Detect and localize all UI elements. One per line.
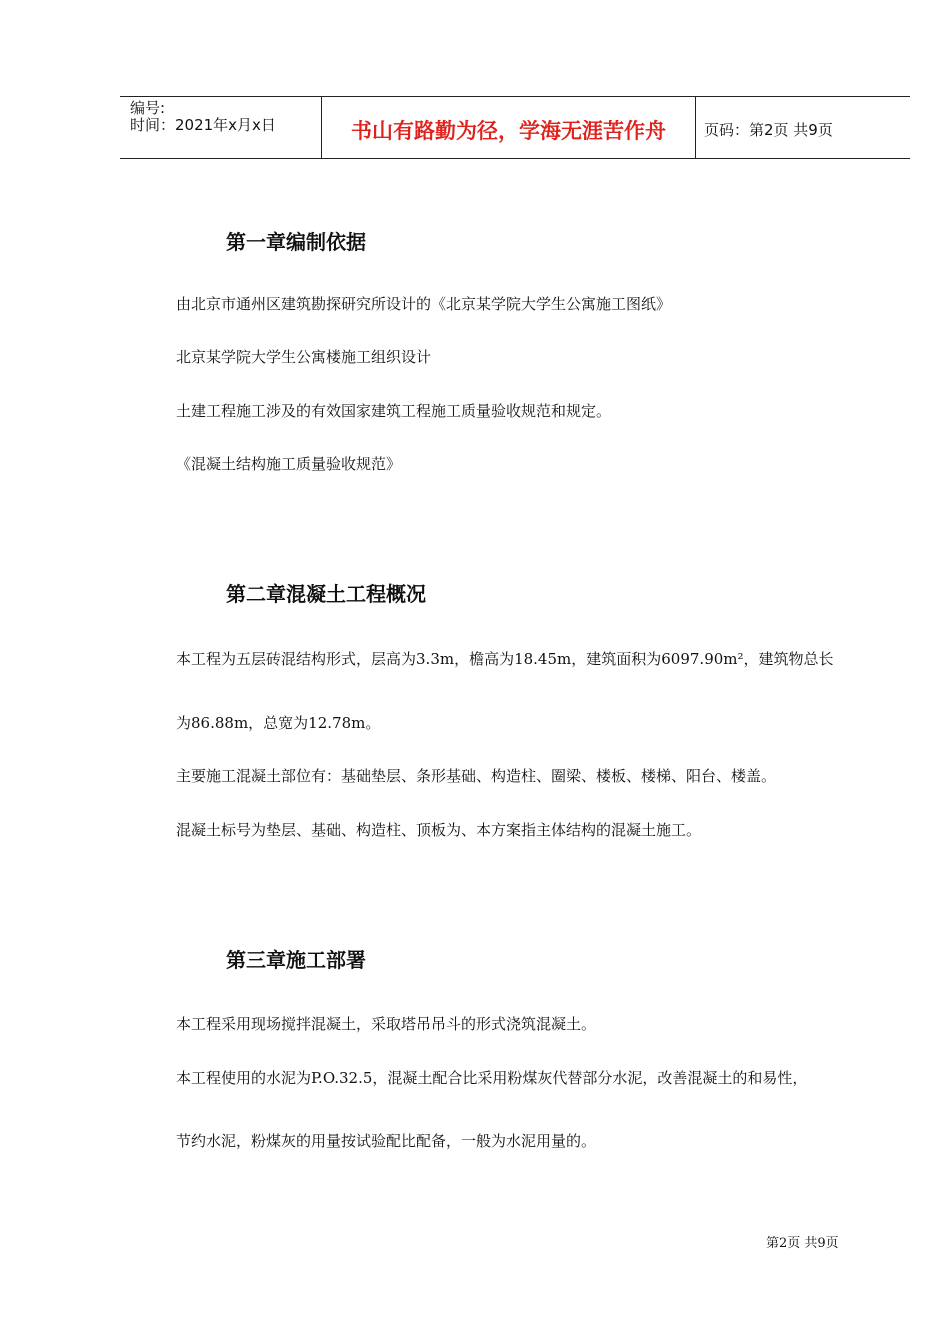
chapter-2-paragraph: 为86.88m，总宽为12.78m。 [176,714,381,732]
chapter-3-title: 第三章施工部署 [226,948,366,972]
chapter-3-paragraph: 本工程采用现场搅拌混凝土，采取塔吊吊斗的形式浇筑混凝土。 [176,1015,597,1033]
document-header [120,96,910,159]
header-motto-cell [321,97,696,158]
header-page-cell [695,97,910,158]
chapter-1-paragraph: 由北京市通州区建筑勘探研究所设计的《北京某学院大学生公寓施工图纸》 [176,295,672,313]
chapter-1-paragraph: 《混凝土结构施工质量验收规范》 [176,455,402,473]
header-info-cell [120,97,321,158]
chapter-1-paragraph: 北京某学院大学生公寓楼施工组织设计 [176,348,432,366]
header-motto: 书山有路勤为径，学海无涯苦作舟 [351,119,666,143]
page-footer: 第2页 共9页 [766,1236,839,1251]
document-number-label: 编号: [130,99,166,117]
chapter-3-paragraph: 节约水泥，粉煤灰的用量按试验配比配备，一般为水泥用量的。 [176,1132,597,1150]
chapter-2-title: 第二章混凝土工程概况 [226,582,426,606]
chapter-2-paragraph: 本工程为五层砖混结构形式，层高为3.3m，檐高为18.45m，建筑面积为6097.90m²，建筑物总长 [176,650,834,668]
chapter-1-title: 第一章编制依据 [226,230,366,254]
chapter-2-paragraph: 混凝土标号为垫层、基础、构造柱、顶板为、本方案指主体结构的混凝土施工。 [176,821,702,839]
header-page-code: 页码：第2页 共9页 [704,121,833,139]
chapter-2-paragraph: 主要施工混凝土部位有：基础垫层、条形基础、构造柱、圈梁、楼板、楼梯、阳台、楼盖。 [176,767,777,785]
document-time-label: 时间：2021年x月x日 [130,116,276,134]
chapter-1-paragraph: 土建工程施工涉及的有效国家建筑工程施工质量验收规范和规定。 [176,402,612,420]
chapter-3-paragraph: 本工程使用的水泥为P.O.32.5，混凝土配合比采用粉煤灰代替部分水泥，改善混凝土的和易性， [176,1069,808,1087]
